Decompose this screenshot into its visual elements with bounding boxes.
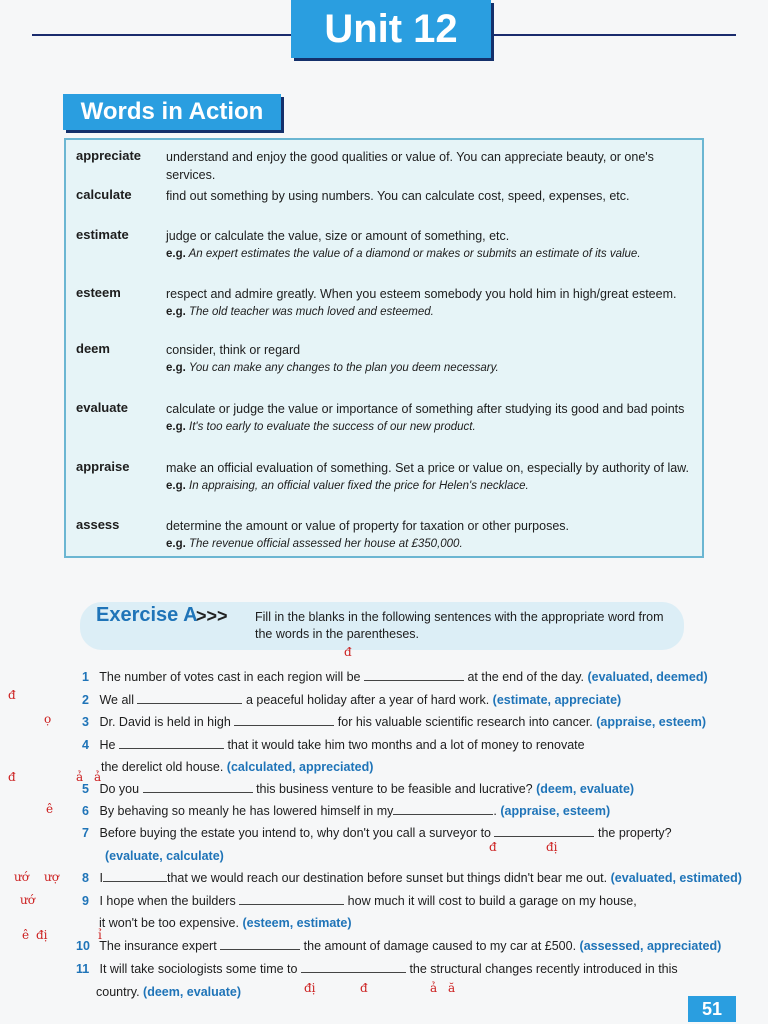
answer-blank[interactable] [143, 781, 253, 793]
stray-mark: đ [8, 770, 16, 784]
question-number: 1 [82, 670, 89, 684]
vocab-row [76, 227, 696, 263]
vocab-row [76, 400, 696, 436]
stray-mark: ê [22, 928, 30, 942]
answer-blank[interactable] [220, 938, 300, 950]
stray-mark: ướ [14, 870, 29, 884]
question-item [82, 802, 610, 820]
answer-blank[interactable] [393, 803, 493, 815]
answer-blank[interactable] [103, 870, 167, 882]
stray-mark: đị [546, 840, 558, 854]
vocab-term: assess [76, 517, 120, 532]
eg-label: e.g. [166, 421, 186, 433]
question-item [82, 780, 634, 798]
question-number: 11 [76, 962, 90, 976]
vocab-definition: find out something by using numbers. You can calculate cost, speed, expenses, etc. [166, 189, 630, 203]
stray-mark: ê [46, 802, 54, 816]
section-title: Words in Action [63, 94, 281, 130]
answer-options: (appraise, esteem) [596, 715, 707, 729]
answer-blank[interactable] [119, 737, 224, 749]
answer-options: (evaluated, estimated) [610, 871, 742, 885]
vocab-example: The revenue official assessed her house at £350,000. [189, 538, 463, 550]
vocab-term: evaluate [76, 400, 129, 415]
stray-mark: ă [448, 981, 456, 995]
question-text: He [99, 738, 116, 752]
vocab-panel [64, 138, 704, 558]
answer-blank[interactable] [364, 669, 464, 681]
question-continuation [105, 847, 224, 865]
eg-label: e.g. [166, 480, 186, 492]
question-text: . [493, 804, 497, 818]
answer-options: (deem, evaluate) [143, 985, 241, 999]
question-item [82, 824, 672, 842]
vocab-row [76, 517, 696, 553]
question-text: I [99, 871, 103, 885]
question-text: it won't be too expensive. [99, 916, 239, 930]
question-text: country. [96, 985, 140, 999]
question-number: 4 [82, 738, 89, 752]
vocab-row [76, 148, 696, 184]
question-text: It will take sociologists some time to [99, 962, 298, 976]
eg-label: e.g. [166, 538, 186, 550]
question-text: at the end of the day. [467, 670, 584, 684]
question-item [82, 713, 706, 731]
answer-options: (estimate, appreciate) [492, 693, 622, 707]
stray-mark: ướ [20, 893, 35, 907]
stray-mark: đ [8, 688, 16, 702]
question-text: the property? [597, 826, 672, 840]
vocab-term: deem [76, 341, 110, 356]
question-text: for his valuable scientific research into cancer. [337, 715, 593, 729]
question-text: how much it will cost to build a garage on my house, [347, 894, 637, 908]
vocab-example: An expert estimates the value of a diamond or makes or submits an estimate of its value. [188, 248, 641, 260]
vocab-row [76, 285, 696, 321]
vocab-term: esteem [76, 285, 121, 300]
vocab-definition: understand and enjoy the good qualities or value of. You can appreciate beauty, or one's services. [166, 150, 654, 182]
exercise-arrows: >>> [196, 606, 228, 626]
question-item [82, 869, 742, 887]
vocab-example: The old teacher was much loved and esteemed. [189, 306, 434, 318]
question-text: that it would take him two months and a lot of money to renovate [227, 738, 585, 752]
answer-options: (deem, evaluate) [536, 782, 635, 796]
question-number: 5 [82, 782, 89, 796]
question-text: Do you [99, 782, 140, 796]
unit-title: Unit 12 [291, 0, 491, 58]
answer-blank[interactable] [234, 714, 334, 726]
question-continuation [99, 914, 352, 932]
vocab-definition: determine the amount or value of property for taxation or other purposes. [166, 519, 570, 533]
vocab-example: It's too early to evaluate the success of our new product. [189, 421, 476, 433]
exercise-title: Exercise A [96, 604, 198, 626]
stray-mark: đị [36, 928, 48, 942]
stray-mark: ả [76, 770, 84, 784]
answer-options: (appraise, esteem) [500, 804, 611, 818]
question-continuation [101, 758, 373, 776]
question-text: The number of votes cast in each region will be [99, 670, 361, 684]
stray-mark: ượ [44, 870, 59, 884]
vocab-row [76, 459, 696, 495]
stray-mark: đ [360, 981, 368, 995]
stray-mark: ọ [44, 712, 52, 726]
question-text: Dr. David is held in high [99, 715, 231, 729]
vocab-example: In appraising, an official valuer fixed the price for Helen's necklace. [189, 480, 529, 492]
question-text: The insurance expert [99, 939, 217, 953]
question-item [76, 937, 721, 955]
vocab-term: estimate [76, 227, 129, 242]
question-text: this business venture to be feasible and lucrative? [256, 782, 533, 796]
question-number: 6 [82, 804, 89, 818]
question-item [82, 668, 708, 686]
vocab-definition: calculate or judge the value or importance of something after studying its good and bad points [166, 402, 685, 416]
answer-options: (assessed, appreciated) [579, 939, 722, 953]
question-text: the derelict old house. [101, 760, 224, 774]
question-text: the structural changes recently introduced in this [409, 962, 678, 976]
question-item [76, 960, 678, 978]
question-item [82, 892, 637, 910]
vocab-example: You can make any changes to the plan you deem necessary. [188, 362, 499, 374]
vocab-row [76, 341, 696, 377]
exercise-instruction: Fill in the blanks in the following sentences with the appropriate word from the words in the parentheses. [255, 610, 664, 641]
answer-blank[interactable] [137, 692, 242, 704]
question-number: 8 [82, 871, 89, 885]
question-text: By behaving so meanly he has lowered himself in my [99, 804, 394, 818]
question-text: that we would reach our destination before sunset but things didn't bear me out. [166, 871, 608, 885]
answer-options: (evaluated, deemed) [587, 670, 708, 684]
question-continuation [96, 983, 241, 1001]
answer-options: (evaluate, calculate) [105, 849, 224, 863]
question-text: a peaceful holiday after a year of hard work. [245, 693, 490, 707]
stray-mark: đ [344, 645, 352, 659]
stray-mark: đị [304, 981, 316, 995]
stray-mark: ả [94, 770, 102, 784]
question-item [82, 736, 585, 754]
stray-mark: ỉ [98, 928, 102, 942]
answer-options: (esteem, estimate) [242, 916, 352, 930]
question-item [82, 691, 621, 709]
question-number: 7 [82, 826, 89, 840]
vocab-row [76, 187, 696, 205]
answer-options: (calculated, appreciated) [226, 760, 374, 774]
page-number: 51 [688, 996, 736, 1022]
stray-mark: ả [430, 981, 438, 995]
question-text: I hope when the builders [99, 894, 236, 908]
vocab-definition: make an official evaluation of something. Set a price or value on, especially by authority of law. [166, 461, 689, 475]
question-number: 3 [82, 715, 89, 729]
vocab-definition: respect and admire greatly. When you esteem somebody you hold him in high/great esteem. [166, 287, 677, 301]
vocab-definition: consider, think or regard [166, 343, 301, 357]
answer-blank[interactable] [494, 825, 594, 837]
eg-label: e.g. [166, 362, 186, 374]
question-text: Before buying the estate you intend to, why don't you call a surveyor to [99, 826, 491, 840]
vocab-term: appraise [76, 459, 130, 474]
eg-label: e.g. [166, 306, 186, 318]
vocab-definition: judge or calculate the value, size or amount of something, etc. [166, 229, 510, 243]
vocab-term: calculate [76, 187, 132, 202]
vocab-term: appreciate [76, 148, 142, 163]
answer-blank[interactable] [239, 893, 344, 905]
stray-mark: đ [489, 840, 497, 854]
answer-blank[interactable] [301, 961, 406, 973]
question-text: We all [99, 693, 134, 707]
eg-label: e.g. [166, 248, 186, 260]
question-number: 9 [82, 894, 89, 908]
question-number: 10 [76, 939, 90, 953]
question-text: the amount of damage caused to my car at £500. [303, 939, 577, 953]
question-number: 2 [82, 693, 89, 707]
